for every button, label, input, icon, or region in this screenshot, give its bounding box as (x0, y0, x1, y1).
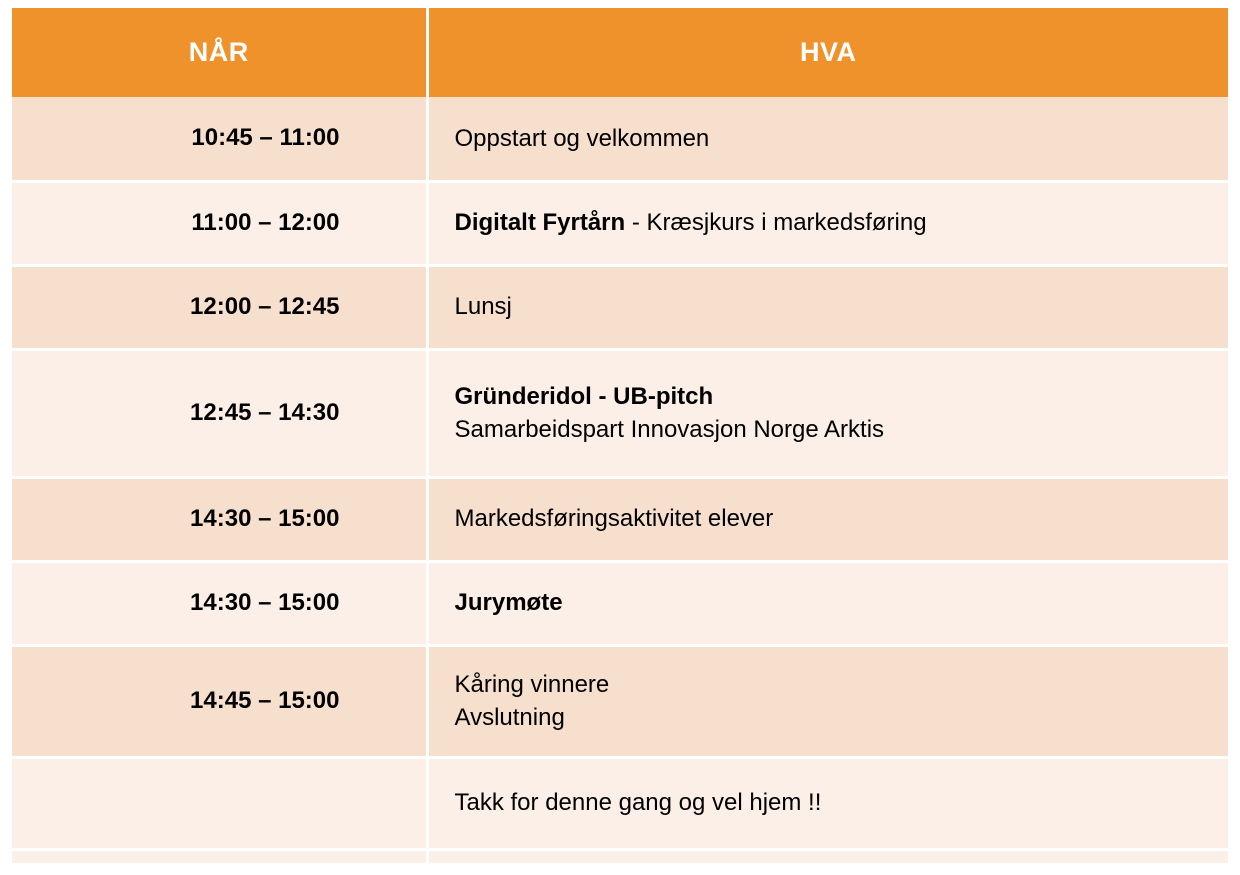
row-time: 10:45 – 11:00 (12, 97, 427, 181)
row-activity-bold: Digitalt Fyrtårn (454, 209, 626, 237)
row-activity (427, 181, 1228, 265)
table-body (12, 97, 1228, 863)
table-bottom-strip (12, 849, 1228, 863)
row-activity (427, 561, 1228, 645)
row-time: 11:00 – 12:00 (12, 181, 427, 265)
table-row (12, 181, 1228, 265)
table-row (12, 477, 1228, 561)
row-activity-subtext: Samarbeidspart Innovasjon Norge Arktis (454, 416, 885, 443)
row-activity (427, 265, 1228, 349)
row-time (12, 757, 427, 849)
row-activity-bold: Gründeridol - UB-pitch (454, 382, 714, 410)
column-header-what: HVA (427, 8, 1228, 97)
table-row (12, 265, 1228, 349)
row-activity (427, 477, 1228, 561)
table-header (12, 8, 1228, 97)
column-header-when: NÅR (12, 8, 427, 97)
row-activity (427, 349, 1228, 477)
row-activity (427, 645, 1228, 757)
table-row (12, 97, 1228, 181)
row-activity (427, 97, 1228, 181)
row-time: 12:00 – 12:45 (12, 265, 427, 349)
table-row (12, 561, 1228, 645)
row-activity-subtext: Avslutning (454, 704, 565, 731)
row-time: 14:30 – 15:00 (12, 477, 427, 561)
row-activity-text: Kåring vinnere (454, 670, 610, 698)
row-activity (427, 757, 1228, 849)
row-activity-bold: Jurymøte (454, 589, 563, 617)
row-time: 14:30 – 15:00 (12, 561, 427, 645)
table-row (12, 645, 1228, 757)
schedule-table (12, 8, 1228, 863)
table-bottom-strip-right (427, 849, 1228, 863)
row-activity-text: Markedsføringsaktivitet elever (454, 505, 774, 533)
row-activity-text: Lunsj (454, 293, 512, 321)
row-activity-text: - Kræsjkurs i markedsføring (625, 209, 927, 237)
row-activity-text: Oppstart og velkommen (454, 124, 710, 152)
table-bottom-strip-left (12, 849, 427, 863)
table-row (12, 757, 1228, 849)
row-time: 14:45 – 15:00 (12, 645, 427, 757)
row-activity-text: Takk for denne gang og vel hjem !! (454, 789, 822, 817)
table-row (12, 349, 1228, 477)
header-row (12, 8, 1228, 97)
row-time: 12:45 – 14:30 (12, 349, 427, 477)
